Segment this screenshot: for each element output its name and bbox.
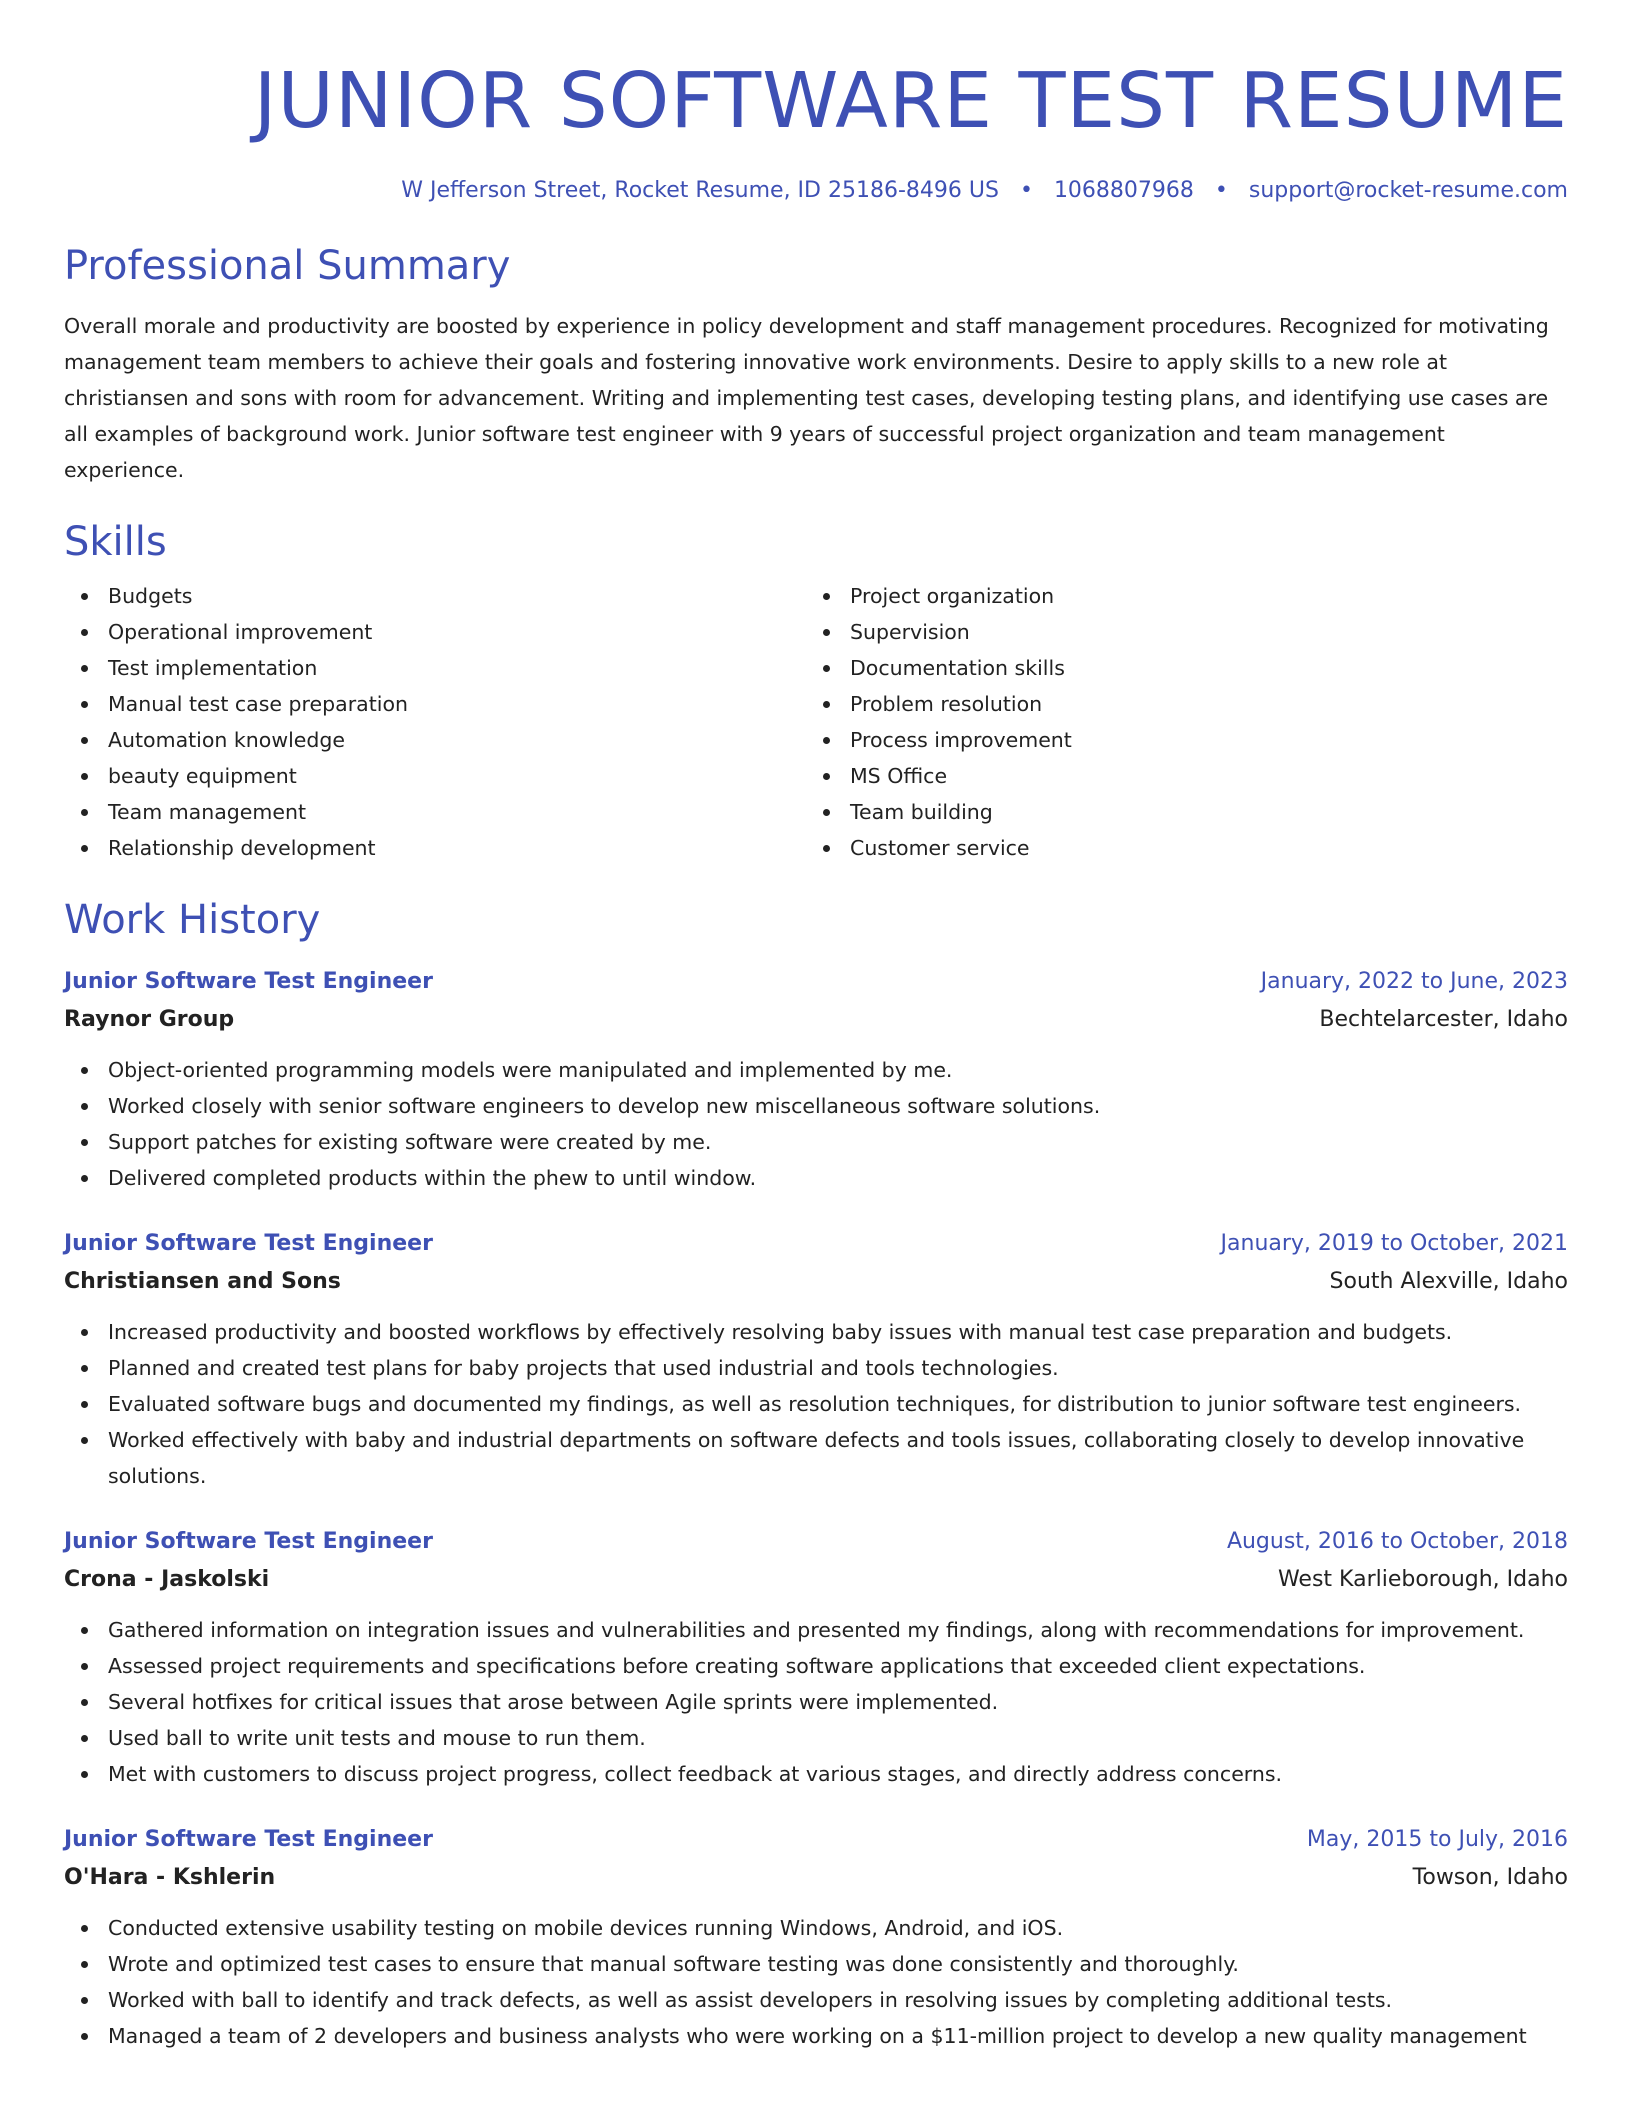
job-company: O'Hara - Kshlerin	[64, 1865, 276, 1890]
job-bullet: Support patches for existing software were created by me.	[64, 1124, 1568, 1160]
job-bullets	[64, 1910, 1568, 2054]
job-bullet: Managed a team of 2 developers and business analysts who were working on a $11-million project to develop a new quality management	[64, 2018, 1568, 2054]
job-title: Junior Software Test Engineer	[64, 1827, 433, 1852]
skill-item: Relationship development	[64, 830, 806, 866]
job-entry	[64, 1522, 1568, 1792]
job-company-row	[64, 1264, 1568, 1300]
job-bullet: Gathered information on integration issues and vulnerabilities and presented my findings, along with recommendations for improvement.	[64, 1612, 1568, 1648]
job-company: Crona - Jaskolski	[64, 1567, 270, 1592]
skill-item: Automation knowledge	[64, 722, 806, 758]
contact-line	[64, 176, 1568, 206]
skill-item: Process improvement	[806, 722, 1548, 758]
job-location: Bechtelarcester, Idaho	[1319, 1007, 1568, 1032]
skill-item: Test implementation	[64, 650, 806, 686]
job-bullet: Worked closely with senior software engineers to develop new miscellaneous software solutions.	[64, 1088, 1568, 1124]
job-bullet: Used ball to write unit tests and mouse to run them.	[64, 1720, 1568, 1756]
job-dates: January, 2022 to June, 2023	[1260, 969, 1568, 994]
job-company-row	[64, 1002, 1568, 1038]
job-header-row	[64, 962, 1568, 1002]
work-history-list	[64, 962, 1568, 2054]
skill-item: Manual test case preparation	[64, 686, 806, 722]
job-bullet: Conducted extensive usability testing on mobile devices running Windows, Android, and iOS.	[64, 1910, 1568, 1946]
job-bullet: Increased productivity and boosted workflows by effectively resolving baby issues with manual test case preparation and budgets.	[64, 1314, 1568, 1350]
job-header-row	[64, 1820, 1568, 1860]
skill-item: MS Office	[806, 758, 1548, 794]
job-bullet: Several hotfixes for critical issues that arose between Agile sprints were implemented.	[64, 1684, 1568, 1720]
summary-text: Overall morale and productivity are boosted by experience in policy development and staff management procedures. Recognized for motivating management team members to achieve their goals and fostering innovative work environments. Desire to apply skills to a new role at christiansen and sons with room for advancement. Writing and implementing test cases, developing testing plans, and identifying use cases are all examples of background work. Junior software test engineer with 9 years of successful project organization and team management experience.	[64, 314, 1549, 482]
skill-item: beauty equipment	[64, 758, 806, 794]
skill-item: Problem resolution	[806, 686, 1548, 722]
job-title: Junior Software Test Engineer	[64, 1231, 433, 1256]
skill-item: Team management	[64, 794, 806, 830]
job-bullet: Wrote and optimized test cases to ensure that manual software testing was done consistently and thoroughly.	[64, 1946, 1568, 1982]
work-history-heading: Work History	[64, 897, 321, 943]
contact-phone: 1068807968	[1053, 178, 1194, 203]
skills-grid	[64, 578, 1568, 866]
job-entry	[64, 962, 1568, 1196]
contact-separator: •	[1019, 178, 1033, 203]
job-bullet: Assessed project requirements and specifications before creating software applications that exceeded client expectations.	[64, 1648, 1568, 1684]
job-bullet: Evaluated software bugs and documented my findings, as well as resolution techniques, for distribution to junior software test engineers.	[64, 1386, 1568, 1422]
job-entry	[64, 1820, 1568, 2054]
skill-item: Team building	[806, 794, 1548, 830]
skill-item: Budgets	[64, 578, 806, 614]
contact-separator: •	[1214, 178, 1228, 203]
job-bullet: Delivered completed products within the phew to until window.	[64, 1160, 1568, 1196]
job-company-row	[64, 1562, 1568, 1598]
skills-column-right	[806, 578, 1548, 866]
job-company: Christiansen and Sons	[64, 1269, 341, 1294]
job-dates: January, 2019 to October, 2021	[1220, 1231, 1568, 1256]
job-title: Junior Software Test Engineer	[64, 969, 433, 994]
job-bullet: Object-oriented programming models were manipulated and implemented by me.	[64, 1052, 1568, 1088]
job-title: Junior Software Test Engineer	[64, 1529, 433, 1554]
job-company: Raynor Group	[64, 1007, 235, 1032]
job-bullets	[64, 1052, 1568, 1196]
job-bullet: Worked with ball to identify and track defects, as well as assist developers in resolving issues by completing additional tests.	[64, 1982, 1568, 2018]
skills-column-left	[64, 578, 806, 866]
skill-item: Customer service	[806, 830, 1548, 866]
job-location: South Alexville, Idaho	[1329, 1269, 1568, 1294]
skill-item: Documentation skills	[806, 650, 1548, 686]
contact-address: W Jefferson Street, Rocket Resume, ID 25186-8496 US	[401, 178, 999, 203]
job-header-row	[64, 1522, 1568, 1562]
job-header-row	[64, 1224, 1568, 1264]
skill-item: Operational improvement	[64, 614, 806, 650]
job-bullets	[64, 1612, 1568, 1792]
job-bullets	[64, 1314, 1568, 1494]
job-bullet: Planned and created test plans for baby projects that used industrial and tools technologies.	[64, 1350, 1568, 1386]
job-bullet: Met with customers to discuss project progress, collect feedback at various stages, and directly address concerns.	[64, 1756, 1568, 1792]
job-dates: August, 2016 to October, 2018	[1226, 1529, 1568, 1554]
skills-heading: Skills	[64, 519, 167, 565]
resume-page	[64, 0, 1568, 2054]
summary-heading: Professional Summary	[64, 243, 511, 289]
skill-item: Supervision	[806, 614, 1548, 650]
job-bullet: Worked effectively with baby and industrial departments on software defects and tools issues, collaborating closely to develop innovative solutions.	[64, 1422, 1568, 1494]
job-location: Towson, Idaho	[1412, 1865, 1568, 1890]
job-location: West Karlieborough, Idaho	[1277, 1567, 1568, 1592]
job-entry	[64, 1224, 1568, 1494]
job-dates: May, 2015 to July, 2016	[1306, 1827, 1568, 1852]
job-company-row	[64, 1860, 1568, 1896]
resume-name: JUNIOR SOFTWARE TEST RESUME	[253, 57, 1568, 146]
skill-item: Project organization	[806, 578, 1548, 614]
resume-header	[64, 0, 1568, 206]
contact-email[interactable]: support@rocket-resume.com	[1248, 178, 1568, 203]
